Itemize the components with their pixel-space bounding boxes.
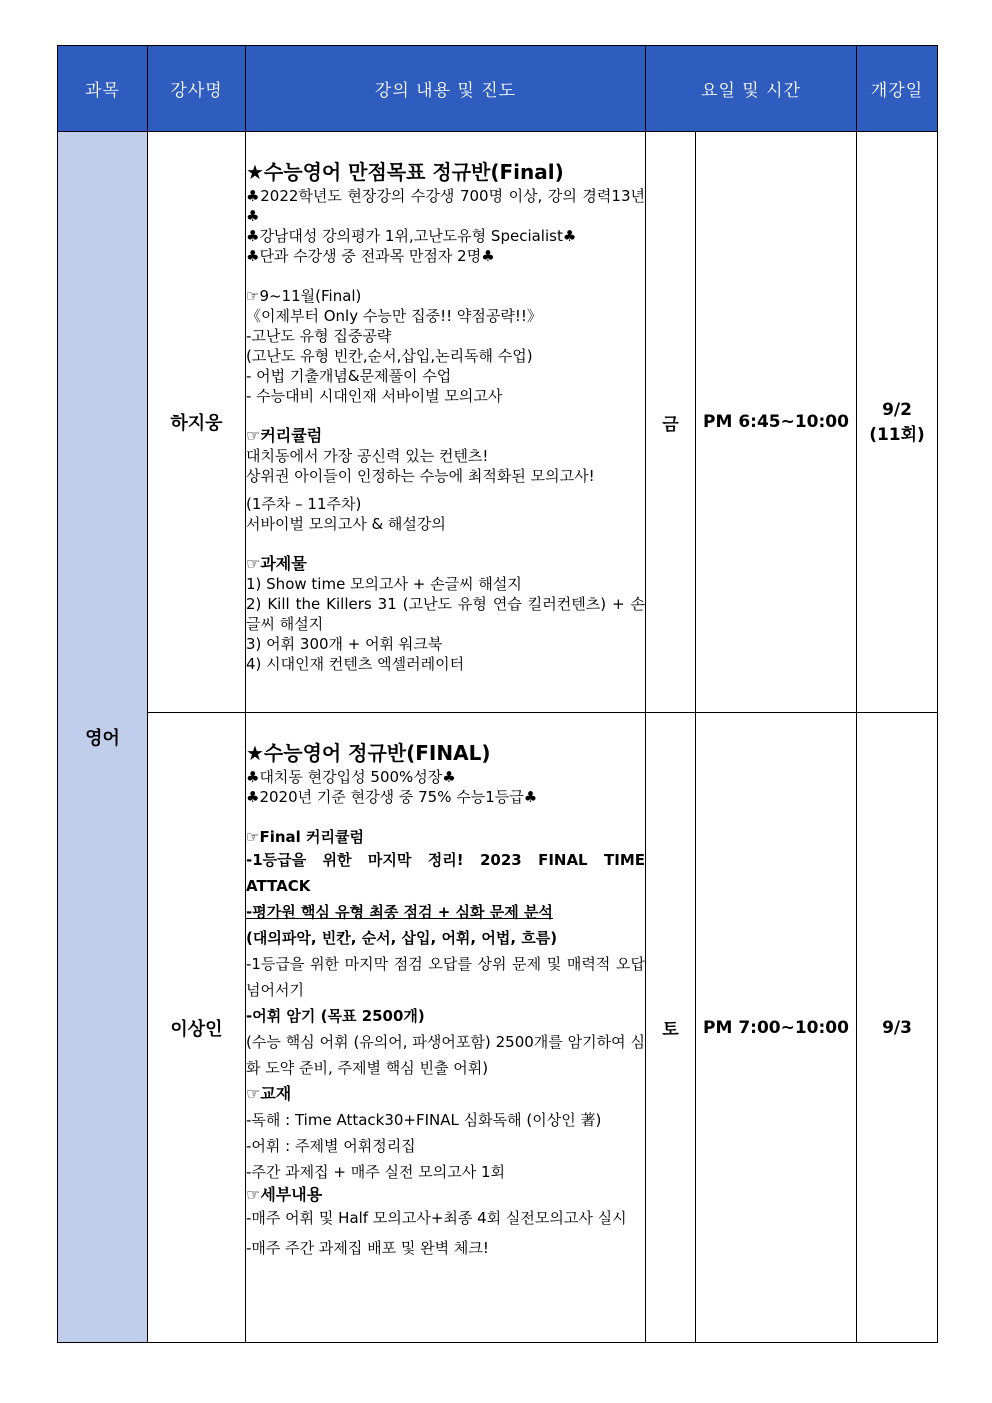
table-row xyxy=(58,132,938,713)
header-instructor: 강사명 xyxy=(148,46,246,132)
homework-line: 1) Show time 모의고사 + 손글씨 해설지 xyxy=(246,575,522,593)
vocab-text: (수능 핵심 어휘 (유의어, 파생어포함) 2500개를 암기하여 심화 도약 준비, 주제별 핵심 빈출 어휘) xyxy=(246,1033,645,1077)
instructor-name: 하지웅 xyxy=(148,132,246,713)
vocab-heading: -어휘 암기 (목표 2500개) xyxy=(246,1007,425,1025)
final-heading: ☞Final 커리큘럼 xyxy=(246,828,364,846)
schedule-table xyxy=(57,45,938,1343)
header-row xyxy=(58,46,938,132)
final-line: -평가원 핵심 유형 최종 점검 + 심화 문제 분석 xyxy=(246,903,553,921)
period-line: -고난도 유형 집중공략 xyxy=(246,327,392,345)
curriculum-line: 대치동에서 가장 공신력 있는 컨텐츠! xyxy=(246,447,489,465)
time-cell: PM 7:00~10:00 xyxy=(696,713,857,1343)
course-title: ★수능영어 정규반(FINAL) xyxy=(246,741,491,765)
homework-line: 3) 어휘 300개 + 어휘 워크북 xyxy=(246,635,443,653)
details-heading: ☞세부내용 xyxy=(246,1185,323,1204)
period-line: - 어법 기출개념&문제풀이 수업 xyxy=(246,367,452,385)
day-cell: 토 xyxy=(646,713,696,1343)
start-date-cell xyxy=(857,132,938,713)
intro-line: ♣강남대성 강의평가 1위,고난도유형 Specialist♣ xyxy=(246,227,577,245)
start-date-cell xyxy=(857,713,938,1343)
weeks-line: (1주차 – 11주차) xyxy=(246,495,362,513)
weeks-line: 서바이벌 모의고사 & 해설강의 xyxy=(246,515,446,533)
period-line: - 수능대비 시대인재 서바이벌 모의고사 xyxy=(246,387,503,405)
intro-line: ♣단과 수강생 중 전과목 만점자 2명♣ xyxy=(246,247,495,265)
intro-line: ♣대치동 현강입성 500%성장♣ xyxy=(246,768,456,786)
header-schedule: 요일 및 시간 xyxy=(646,46,857,132)
period-line: 《이제부터 Only 수능만 집중!! 약점공략!!》 xyxy=(246,307,542,325)
homework-heading: ☞과제물 xyxy=(246,554,307,573)
details-line: -매주 주간 과제집 배포 및 완벽 체크! xyxy=(246,1239,489,1257)
intro-line: ♣2022학년도 현장강의 수강생 700명 이상, 강의 경력13년♣ xyxy=(246,187,645,225)
textbook-line: -주간 과제집 + 매주 실전 모의고사 1회 xyxy=(246,1163,505,1181)
textbook-line: -어휘 : 주제별 어휘정리집 xyxy=(246,1137,416,1155)
course-title: ★수능영어 만점목표 정규반(Final) xyxy=(246,160,564,184)
details-line: -매주 어휘 및 Half 모의고사+최종 4회 실전모의고사 실시 xyxy=(246,1209,627,1227)
time-cell: PM 6:45~10:00 xyxy=(696,132,857,713)
textbook-heading: ☞교재 xyxy=(246,1084,292,1103)
final-line: -1등급을 위한 마지막 정리! 2023 FINAL TIME ATTACK xyxy=(246,851,645,895)
period-heading: ☞9~11월(Final) xyxy=(246,287,362,305)
final-line: (대의파악, 빈칸, 순서, 삽입, 어휘, 어법, 흐름) xyxy=(246,929,558,947)
textbook-line: -독해 : Time Attack30+FINAL 심화독해 (이상인 著) xyxy=(246,1111,602,1129)
period-line: (고난도 유형 빈칸,순서,삽입,논리독해 수업) xyxy=(246,347,533,365)
header-start: 개강일 xyxy=(857,46,938,132)
table-row xyxy=(58,713,938,1343)
curriculum-line: 상위권 아이들이 인정하는 수능에 최적화된 모의고사! xyxy=(246,467,595,485)
header-subject: 과목 xyxy=(58,46,148,132)
day-cell: 금 xyxy=(646,132,696,713)
homework-line: 2) Kill the Killers 31 (고난도 유형 연습 킬러컨텐츠) + 손글씨 해설지 xyxy=(246,595,645,633)
subject-cell: 영어 xyxy=(58,132,148,1343)
start-note: (11회) xyxy=(869,424,925,445)
course-content xyxy=(246,132,646,713)
homework-line: 4) 시대인재 컨텐츠 엑셀러레이터 xyxy=(246,655,465,673)
curriculum-heading: ☞커리큘럼 xyxy=(246,426,323,445)
start-date: 9/2 xyxy=(882,399,912,420)
start-date: 9/3 xyxy=(882,1017,912,1038)
final-plain: -1등급을 위한 마지막 점검 오답를 상위 문제 및 매력적 오답 넘어서기 xyxy=(246,955,645,999)
course-content xyxy=(246,713,646,1343)
header-content: 강의 내용 및 진도 xyxy=(246,46,646,132)
intro-line: ♣2020년 기준 현강생 중 75% 수능1등급♣ xyxy=(246,788,538,806)
instructor-name: 이상인 xyxy=(148,713,246,1343)
